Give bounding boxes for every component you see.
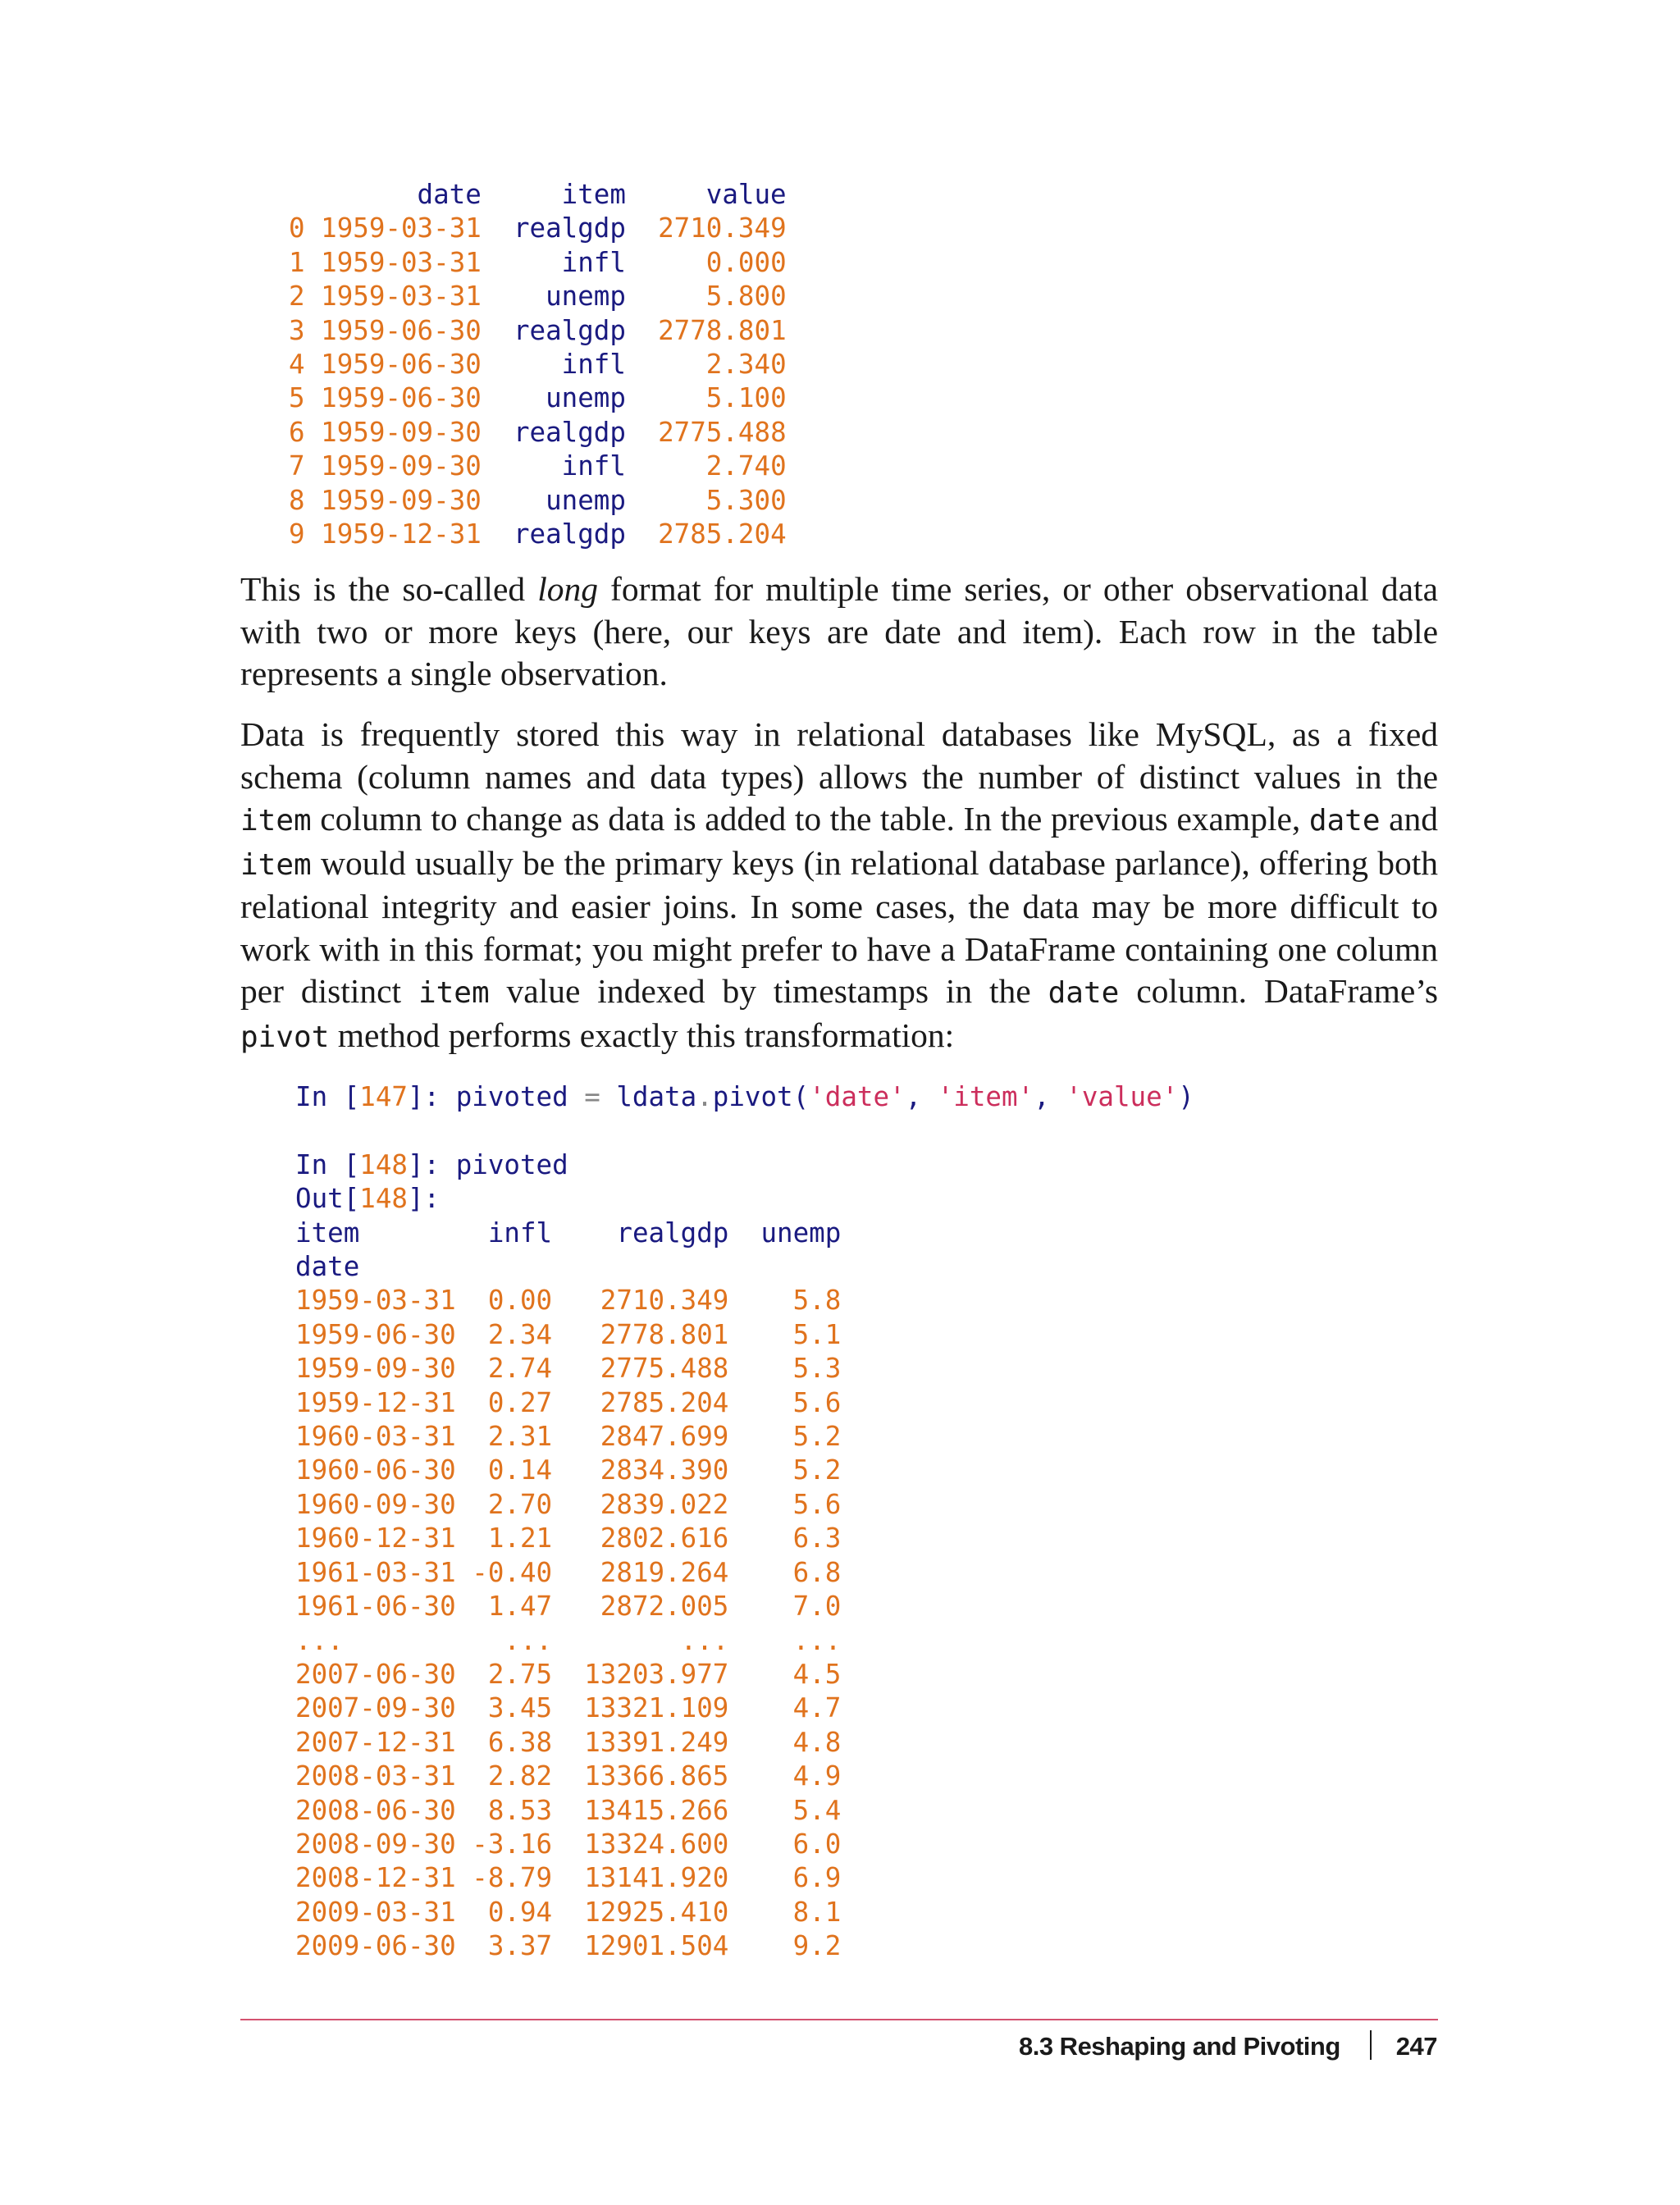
pivot-row <box>295 1692 841 1723</box>
unemp-cell: 5.2 <box>744 1421 842 1453</box>
para2-text: method performs exactly this transformation: <box>329 1016 955 1054</box>
inline-code-item: item <box>418 976 490 1010</box>
date-cell: 1959-03-31 <box>295 1285 456 1317</box>
unemp-cell: 9.2 <box>744 1930 842 1962</box>
pivot-row <box>295 1319 841 1350</box>
para1-emphasis: long <box>537 570 598 608</box>
realgdp-cell: ... <box>568 1624 729 1656</box>
infl-cell: 0.14 <box>472 1454 553 1486</box>
unemp-cell: 5.1 <box>744 1318 842 1350</box>
table-row <box>289 349 787 380</box>
table-row <box>289 417 787 448</box>
cell-147-line: In [147]: pivoted = ldata.pivot('date', 'item', 'value') <box>295 1081 1194 1112</box>
infl-cell: 2.34 <box>472 1318 553 1350</box>
date-cell: 1959-09-30 <box>321 416 482 448</box>
column-header: unemp <box>760 1217 842 1249</box>
unemp-cell: 5.8 <box>744 1285 842 1317</box>
table-row <box>289 212 787 244</box>
value-cell: 2775.488 <box>641 416 787 448</box>
pivot-header-row <box>295 1217 841 1249</box>
date-cell: 1959-06-30 <box>321 382 482 414</box>
item-cell: realgdp <box>497 518 626 550</box>
date-cell: 1959-06-30 <box>295 1318 456 1350</box>
date-cell: 1959-09-30 <box>295 1353 456 1385</box>
realgdp-cell: 2839.022 <box>568 1488 729 1520</box>
realgdp-cell: 13366.865 <box>568 1760 729 1792</box>
unemp-cell: 5.4 <box>744 1794 842 1826</box>
realgdp-cell: 2710.349 <box>568 1285 729 1317</box>
pivot-row <box>295 1930 841 1961</box>
pivot-row <box>295 1862 841 1893</box>
table-row <box>289 518 787 550</box>
value-cell: 2778.801 <box>641 314 787 346</box>
realgdp-cell: 13203.977 <box>568 1658 729 1690</box>
inline-code-date: date <box>1048 976 1120 1010</box>
date-cell: 1960-06-30 <box>295 1454 456 1486</box>
realgdp-cell: 2802.616 <box>568 1522 729 1554</box>
infl-cell: 0.00 <box>472 1285 553 1317</box>
footer-rule <box>240 2019 1438 2020</box>
para2-text: Data is frequently stored this way in relational databases like MySQL, as a fixed schema (column names and data types) allows the number of distinct values in the <box>240 715 1438 796</box>
unemp-cell: 5.3 <box>744 1353 842 1385</box>
value-cell: 0.000 <box>641 246 787 278</box>
row-index: 0 <box>289 212 305 244</box>
infl-cell: -8.79 <box>472 1862 553 1894</box>
para2-text: column. DataFrame’s <box>1119 972 1438 1010</box>
infl-cell: 2.74 <box>472 1353 553 1385</box>
table-row <box>289 382 787 413</box>
date-cell: 1959-09-30 <box>321 450 482 482</box>
row-index: 5 <box>289 382 305 414</box>
row-index: 4 <box>289 349 305 381</box>
item-cell: realgdp <box>497 212 626 244</box>
date-cell: 1959-03-31 <box>321 212 482 244</box>
date-cell: ... <box>295 1624 456 1656</box>
column-header: realgdp <box>568 1217 729 1249</box>
date-cell: 1959-12-31 <box>295 1386 456 1418</box>
date-cell: 2009-03-31 <box>295 1896 456 1928</box>
item-cell: unemp <box>497 484 626 516</box>
pivot-row <box>295 1421 841 1452</box>
item-cell: unemp <box>497 281 626 313</box>
pivot-row <box>295 1522 841 1554</box>
realgdp-cell: 2785.204 <box>568 1386 729 1418</box>
inline-code-item: item <box>240 847 312 882</box>
unemp-cell: 6.0 <box>744 1828 842 1860</box>
infl-cell: 2.70 <box>472 1488 553 1520</box>
pivot-row <box>295 1828 841 1860</box>
date-cell: 1959-03-31 <box>321 246 482 278</box>
footer-separator <box>1370 2030 1372 2060</box>
pivoted-output-table <box>295 1217 841 1962</box>
columns-name: item <box>295 1217 456 1249</box>
row-index: 2 <box>289 281 305 313</box>
date-cell: 1959-12-31 <box>321 518 482 550</box>
value-cell: 5.300 <box>641 484 787 516</box>
table-row <box>289 450 787 482</box>
cell-148-line: In [148]: pivoted <box>295 1148 568 1180</box>
row-index: 9 <box>289 518 305 550</box>
date-cell: 1961-06-30 <box>295 1591 456 1623</box>
pivot-row <box>295 1489 841 1520</box>
value-cell: 2710.349 <box>641 212 787 244</box>
paragraph-pivot-explanation <box>240 714 1438 1058</box>
pivot-row <box>295 1353 841 1384</box>
infl-cell: -0.40 <box>472 1556 553 1588</box>
pivot-row <box>295 1727 841 1758</box>
date-cell: 2008-09-30 <box>295 1828 456 1860</box>
unemp-cell: 4.9 <box>744 1760 842 1792</box>
row-index: 7 <box>289 450 305 482</box>
table-row <box>289 485 787 516</box>
para2-text: column to change as data is added to the table. In the previous example, <box>311 800 1309 838</box>
unemp-cell: 4.5 <box>744 1658 842 1690</box>
unemp-cell: ... <box>744 1624 842 1656</box>
column-header: date <box>321 179 482 210</box>
pivot-row <box>295 1557 841 1588</box>
row-index: 8 <box>289 484 305 516</box>
out-148-label: Out[148]: <box>295 1183 441 1215</box>
infl-cell: 2.31 <box>472 1421 553 1453</box>
realgdp-cell: 2834.390 <box>568 1454 729 1486</box>
realgdp-cell: 2778.801 <box>568 1318 729 1350</box>
unemp-cell: 4.7 <box>744 1692 842 1724</box>
date-cell: 2007-09-30 <box>295 1692 456 1724</box>
infl-cell: 1.21 <box>472 1522 553 1554</box>
date-cell: 1961-03-31 <box>295 1556 456 1588</box>
date-cell: 1959-06-30 <box>321 349 482 381</box>
pivot-row <box>295 1760 841 1792</box>
footer-section-title: 8.3 Reshaping and Pivoting <box>1018 2032 1340 2061</box>
item-cell: realgdp <box>497 416 626 448</box>
realgdp-cell: 12925.410 <box>568 1896 729 1928</box>
infl-cell: 3.37 <box>472 1930 553 1962</box>
date-cell: 1960-09-30 <box>295 1488 456 1520</box>
date-cell: 2008-03-31 <box>295 1760 456 1792</box>
table-row <box>289 315 787 346</box>
value-cell: 5.800 <box>641 281 787 313</box>
date-cell: 2008-06-30 <box>295 1794 456 1826</box>
date-cell: 1960-03-31 <box>295 1421 456 1453</box>
date-cell: 2009-06-30 <box>295 1930 456 1962</box>
index-name: date <box>295 1251 360 1283</box>
table-row <box>289 281 787 312</box>
column-header: value <box>641 179 787 210</box>
value-cell: 2785.204 <box>641 518 787 550</box>
pivot-row <box>295 1387 841 1418</box>
infl-cell: -3.16 <box>472 1828 553 1860</box>
para1-text-rest: format for multiple time series, or other observational data with two or more keys (here, our keys are date and item). Each row in the table represents a single observation. <box>240 570 1439 692</box>
column-header: item <box>497 179 626 210</box>
realgdp-cell: 2819.264 <box>568 1556 729 1588</box>
inline-code-date: date <box>1308 804 1381 838</box>
infl-cell: 0.27 <box>472 1386 553 1418</box>
date-cell: 1959-09-30 <box>321 484 482 516</box>
item-cell: infl <box>497 349 626 381</box>
row-index: 6 <box>289 416 305 448</box>
column-header: infl <box>472 1217 553 1249</box>
infl-cell: 2.75 <box>472 1658 553 1690</box>
unemp-cell: 6.9 <box>744 1862 842 1894</box>
date-cell: 2008-12-31 <box>295 1862 456 1894</box>
table-header-row <box>289 179 787 210</box>
pivot-row <box>295 1454 841 1486</box>
unemp-cell: 6.8 <box>744 1556 842 1588</box>
row-index: 3 <box>289 314 305 346</box>
value-cell: 5.100 <box>641 382 787 414</box>
value-cell: 2.740 <box>641 450 787 482</box>
footer-page-number: 247 <box>1395 2032 1437 2061</box>
realgdp-cell: 13391.249 <box>568 1726 729 1758</box>
date-cell: 1960-12-31 <box>295 1522 456 1554</box>
infl-cell: 3.45 <box>472 1692 553 1724</box>
realgdp-cell: 2847.699 <box>568 1421 729 1453</box>
unemp-cell: 7.0 <box>744 1591 842 1623</box>
infl-cell: ... <box>472 1624 553 1656</box>
date-cell: 2007-06-30 <box>295 1658 456 1690</box>
para2-text: and <box>1380 800 1439 838</box>
date-cell: 1959-06-30 <box>321 314 482 346</box>
pivot-row <box>295 1285 841 1316</box>
para2-text: would usually be the primary keys (in relational database parlance), offering both relational integrity and easier joins. In some cases, the data may be more difficult to work with in this format; you might prefer to have a DataFrame containing one column per distinct <box>240 843 1438 1010</box>
item-cell: unemp <box>497 382 626 414</box>
para2-text: value indexed by timestamps in the <box>489 972 1048 1010</box>
realgdp-cell: 12901.504 <box>568 1930 729 1962</box>
item-cell: infl <box>497 246 626 278</box>
infl-cell: 1.47 <box>472 1591 553 1623</box>
infl-cell: 8.53 <box>472 1794 553 1826</box>
inline-code-pivot: pivot <box>240 1020 330 1054</box>
item-cell: infl <box>497 450 626 482</box>
infl-cell: 6.38 <box>472 1726 553 1758</box>
unemp-cell: 6.3 <box>744 1522 842 1554</box>
pivot-row <box>295 1897 841 1928</box>
page-footer <box>1019 2030 1437 2061</box>
realgdp-cell: 13141.920 <box>568 1862 729 1894</box>
table-row <box>289 247 787 278</box>
pivot-row <box>295 1659 841 1690</box>
ldata-output-table <box>289 178 787 551</box>
item-cell: realgdp <box>497 314 626 346</box>
unemp-cell: 5.2 <box>744 1454 842 1486</box>
pivot-code-block <box>295 1080 1194 1964</box>
paragraph-long-format <box>240 568 1438 696</box>
unemp-cell: 5.6 <box>744 1488 842 1520</box>
date-cell: 1959-03-31 <box>321 281 482 313</box>
unemp-cell: 8.1 <box>744 1896 842 1928</box>
realgdp-cell: 13324.600 <box>568 1828 729 1860</box>
realgdp-cell: 13415.266 <box>568 1794 729 1826</box>
infl-cell: 2.82 <box>472 1760 553 1792</box>
unemp-cell: 5.6 <box>744 1386 842 1418</box>
unemp-cell: 4.8 <box>744 1726 842 1758</box>
realgdp-cell: 13321.109 <box>568 1692 729 1724</box>
date-cell: 2007-12-31 <box>295 1726 456 1758</box>
row-index: 1 <box>289 246 305 278</box>
realgdp-cell: 2872.005 <box>568 1591 729 1623</box>
pivot-row <box>295 1591 841 1622</box>
para1-text: This is the so-called <box>240 570 538 608</box>
realgdp-cell: 2775.488 <box>568 1353 729 1385</box>
value-cell: 2.340 <box>641 349 787 381</box>
inline-code-item: item <box>240 804 312 838</box>
pivot-row <box>295 1795 841 1826</box>
pivot-row <box>295 1625 841 1656</box>
infl-cell: 0.94 <box>472 1896 553 1928</box>
